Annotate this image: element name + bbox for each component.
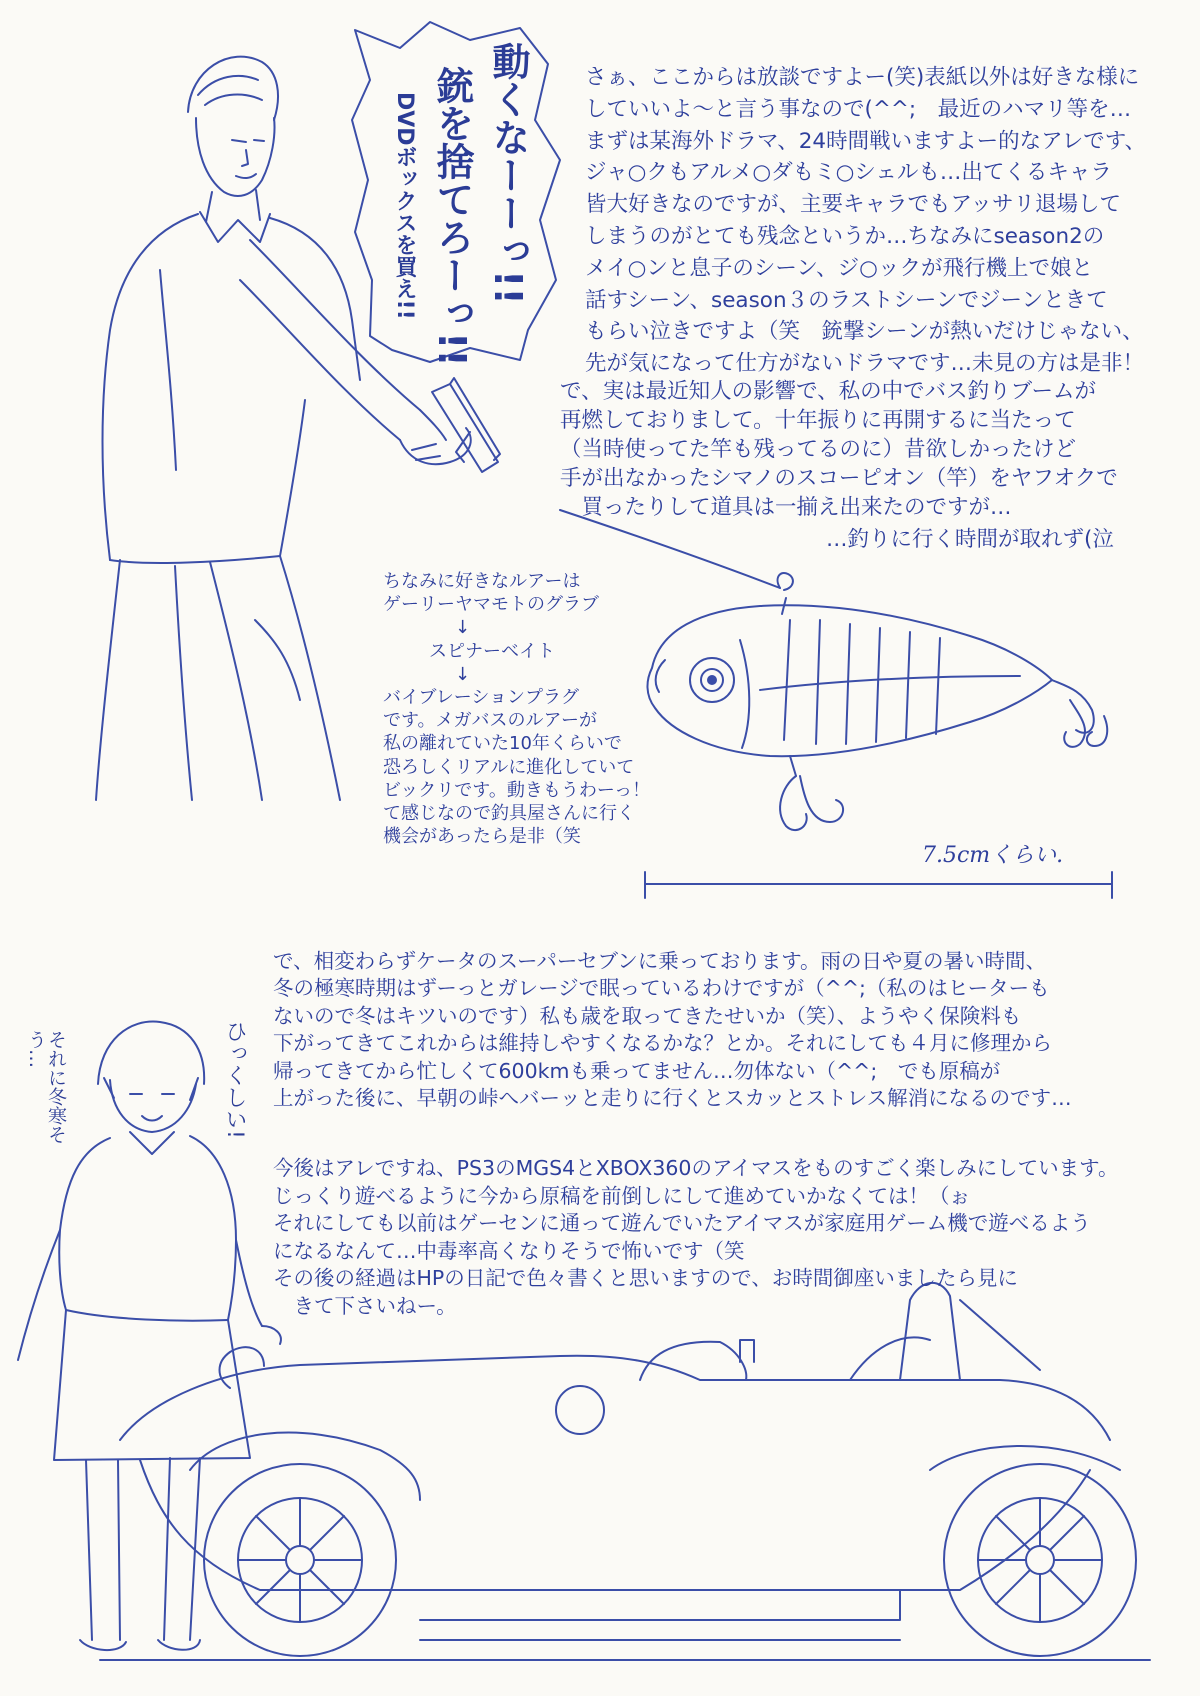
lure-note-item: スピナーベイト (429, 640, 555, 662)
fishing-line: 再燃しておりまして。十年振りに再開するに当たって (560, 408, 1076, 433)
car-line: 冬の極寒時期はずーっとガレージで眠っているわけですが（^^;（私のはヒーターも (273, 976, 1050, 1001)
drama-line: メイ○ンと息子のシーン、ジ○ックが飛行機上で娘と (585, 255, 1093, 281)
drama-line: 話すシーン、season３のラストシーンでジーンときて (585, 287, 1108, 313)
drama-line: しまうのがとても残念というか…ちなみにseason2の (585, 223, 1105, 249)
car-line: 帰ってきてから忙しくて600kmも乗ってません…勿体ない（^^; でも原稿が (273, 1058, 1001, 1083)
drama-line: 先が気になって仕方がないドラマです…未見の方は是非！ (585, 351, 1145, 377)
drama-line: まずは某海外ドラマ、24時間戦いますよー的なアレです、 (585, 128, 1146, 154)
down-arrow-icon: ↓ (455, 663, 471, 685)
lure-note-item: バイブレーションプラグ (383, 687, 580, 709)
down-arrow-icon: ↓ (455, 617, 471, 639)
drama-line: さぁ、ここからは放談ですよー(笑)表紙以外は好きな様に (585, 65, 1140, 90)
fishing-line: 手が出なかったシマノのスコーピオン（竿）をヤフオクで (560, 466, 1118, 491)
lure-note-line: 私の離れていた10年くらいで (383, 733, 622, 755)
games-line: きて下さいねー。 (273, 1293, 457, 1318)
lure-note-line: ちなみに好きなルアーは (383, 571, 581, 592)
games-paragraph (273, 1155, 1118, 1321)
lure-note-line: 機会があったら是非（笑 (383, 826, 581, 848)
drama-line: ジャ○クもアルメ○ダもミ○シェルも…出てくるキャラ (585, 160, 1112, 186)
lure-note (383, 570, 650, 848)
drama-line: 皆大好きなのですが、主要キャラでもアッサリ退場して (585, 192, 1121, 218)
games-line: 今後はアレですね、PS3のMGS4とXBOX360のアイマスをものすごく楽しみにしています。 (273, 1156, 1119, 1180)
games-line: それにしても以前はゲーセンに通って遊んでいたアイマスが家庭用ゲーム機で遊べるよう (273, 1211, 1091, 1236)
fishing-paragraph (560, 377, 1118, 522)
fishing-line: 買ったりして道具は一揃え出来たのですが… (560, 495, 1012, 520)
girl-side-note: それに冬寒そう… (25, 1030, 67, 1144)
fishing-line: で、実は最近知人の影響で、私の中でバス釣りブームが (560, 379, 1096, 404)
car-line: で、相変わらずケータのスーパーセブンに乗っております。雨の日や夏の暑い時間、 (273, 949, 1047, 973)
car-paragraph (273, 948, 1072, 1112)
lure-note-line: て感じなので釣具屋さんに行く (383, 803, 635, 825)
lure-size-label: 7.5cmくらい. (922, 843, 1064, 868)
lure-note-line: ゲーリーヤマモトのグラブ (383, 594, 599, 616)
games-line: じっくり遊べるように今から原稿を前倒しにして進めていかなくては！（ぉ (273, 1183, 970, 1208)
games-line: その後の経過はHPの日記で色々書くと思いますので、お時間御座いましたら見に (273, 1266, 1018, 1291)
lure-note-line: です。メガバスのルアーが (383, 710, 598, 732)
drama-line: もらい泣きですよ（笑 銃撃シーンが熱いだけじゃない、 (585, 319, 1144, 345)
car-line: ないので冬はキツいのです）私も歳を取ってきたせいか（笑）、ようやく保険料も (273, 1003, 1022, 1028)
girl-exclaim: ひっくしい! (222, 1020, 247, 1139)
fishing-end-line: …釣りに行く時間が取れず(泣 (826, 527, 1114, 552)
lure-note-line: ビックリです。動きもうわーっ！ (383, 779, 651, 801)
drama-line: していいよ〜と言う事なので(^^; 最近のハマリ等を… (585, 96, 1132, 122)
car-sketch (100, 1283, 1150, 1660)
bubble-line-3: DVDボックスを買え!! (392, 92, 417, 320)
games-line: になるなんて…中毒率高くなりそうで怖いです（笑 (273, 1238, 745, 1263)
bubble-line-2: 銃を捨てろーっ!! (430, 66, 474, 367)
bubble-line-1: 動くなーーっ!! (486, 42, 530, 305)
fishing-line: （当時使ってた竿も残ってるのに）昔欲しかったけど (560, 437, 1077, 462)
drama-paragraph (585, 62, 1146, 380)
car-line: 上がった後に、早朝の峠へバーッと走りに行くとスカッとストレス解消になるのです… (273, 1086, 1072, 1111)
car-line: 下がってきてこれからは維持しやすくなるかな？とか。それにしても４月に修理から (273, 1031, 1052, 1056)
lure-note-line: 恐ろしくリアルに進化していて (383, 756, 635, 778)
